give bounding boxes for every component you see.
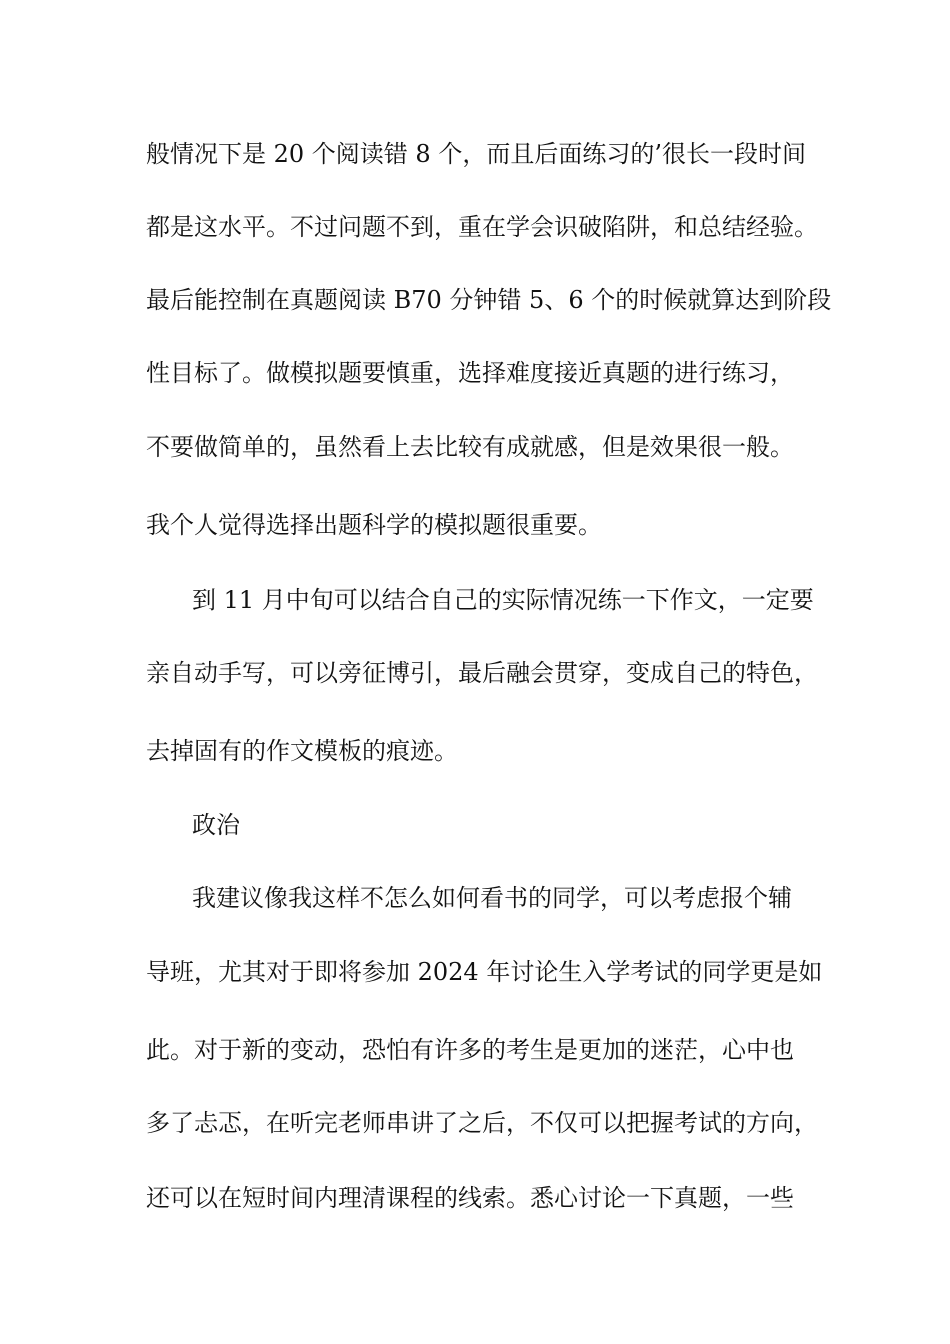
body-text-line: 去掉固有的作文模板的痕迹。 bbox=[146, 737, 458, 765]
paragraph-first-line: 到 11 月中旬可以结合自己的实际情况练一下作文，一定要 bbox=[192, 586, 814, 614]
body-text-line: 最后能控制在真题阅读 B70 分钟错 5、6 个的时候就算达到阶段 bbox=[146, 286, 832, 314]
body-text-line: 不要做简单的，虽然看上去比较有成就感，但是效果很一般。 bbox=[146, 433, 794, 461]
body-text-line: 性目标了。做模拟题要慎重，选择难度接近真题的进行练习， bbox=[146, 359, 794, 387]
body-text-line: 多了忐忑，在听完老师串讲了之后，不仅可以把握考试的方向， bbox=[146, 1109, 818, 1137]
paragraph-first-line: 我建议像我这样不怎么如何看书的同学，可以考虑报个辅 bbox=[192, 884, 792, 912]
body-text-line: 此。对于新的变动，恐怕有许多的考生是更加的迷茫，心中也 bbox=[146, 1036, 794, 1064]
section-heading: 政治 bbox=[192, 811, 240, 839]
body-text-line: 我个人觉得选择出题科学的模拟题很重要。 bbox=[146, 511, 602, 539]
body-text-line: 还可以在短时间内理清课程的线索。悉心讨论一下真题，一些 bbox=[146, 1184, 794, 1212]
body-text-line: 般情况下是 20 个阅读错 8 个，而且后面练习的’很长一段时间 bbox=[146, 140, 806, 168]
body-text-line: 亲自动手写，可以旁征博引，最后融会贯穿，变成自己的特色， bbox=[146, 659, 818, 687]
body-text-line: 都是这水平。不过问题不到，重在学会识破陷阱，和总结经验。 bbox=[146, 213, 818, 241]
body-text-line: 导班，尤其对于即将参加 2024 年讨论生入学考试的同学更是如 bbox=[146, 958, 823, 986]
